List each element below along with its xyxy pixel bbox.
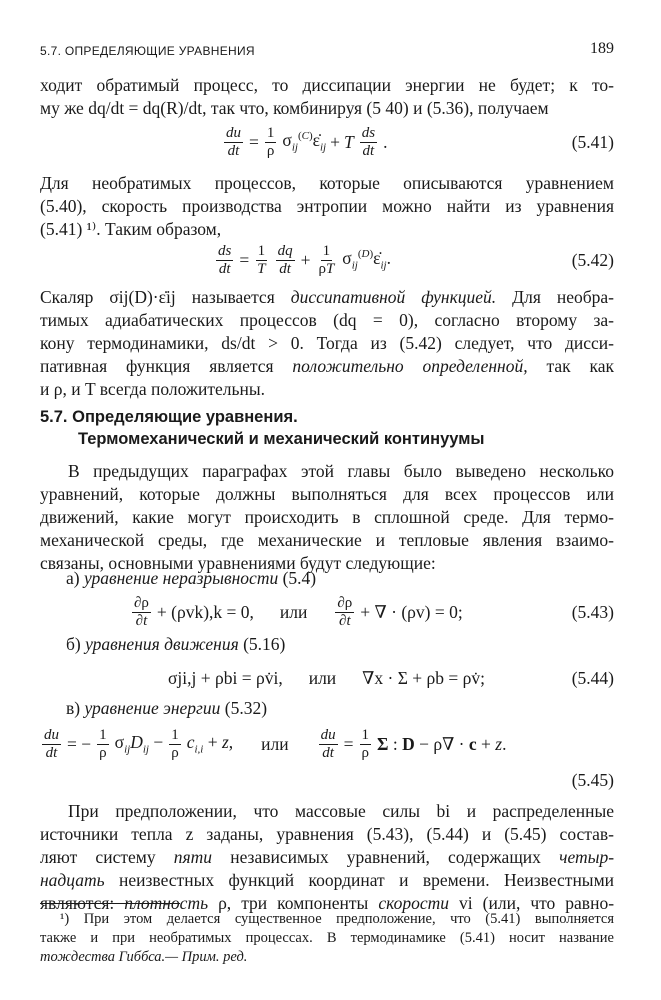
section-title-2: Термомеханический и механический континуумы [78, 430, 485, 448]
paragraph-5-text: ляют систему [40, 847, 156, 867]
paragraph-4-line-3: движений, какие могут происходить в сплошной среде. Для термо- [40, 507, 614, 527]
item-a-label: а) [66, 568, 80, 588]
paragraph-3-text: Для необра- [512, 287, 615, 307]
paragraph-1 [40, 74, 614, 120]
equation-5-43-or: или [279, 601, 308, 622]
equation-5-44-or: или [308, 667, 337, 688]
equation-number-5-43: (5.43) [571, 602, 614, 622]
paragraph-5 [40, 800, 614, 915]
footnote-line-3 [40, 948, 614, 967]
paragraph-3-text: пативная функция является [40, 356, 274, 376]
paragraph-5-text: ρ, три компоненты [218, 893, 369, 913]
equation-number-5-45: (5.45) [571, 770, 614, 790]
footnote-line-1: ¹) При этом делается существенное предположение, что (5.41) выполняется [60, 911, 614, 927]
paragraph-1-line-2: му же dq/dt = dq(R)/dt, так что, комбинируя (5 40) и (5.36), получаем [40, 98, 549, 118]
equation-5-43 [40, 590, 614, 634]
page-number: 189 [590, 40, 614, 57]
paragraph-4-line-4: механической среды, где механические и тепловые явления взаимо- [40, 530, 614, 550]
paragraph-2 [40, 172, 614, 241]
paragraph-5-line-1: При предположении, что массовые силы bi и распределенные [68, 801, 614, 821]
equation-5-43-mid: + (ρvk),k = 0, [156, 601, 254, 622]
equation-5-41 [40, 120, 614, 164]
paragraph-3-line-3: кону термодинамики, ds/dt > 0. Тогда из (5.42) следует, что дисси- [40, 333, 614, 353]
equation-5-44-body [168, 656, 485, 700]
paragraph-3-line-5: и ρ, и T всегда положительны. [40, 379, 265, 399]
section-heading-line-1 [40, 406, 614, 428]
paragraph-5-line-2: источники тепла z заданы, уравнения (5.43), (5.44) и (5.45) состав- [40, 824, 614, 844]
paragraph-5-line-4 [40, 869, 614, 892]
item-c-text: уравнение энергии [84, 698, 221, 718]
equation-5-45 [40, 722, 614, 766]
equation-number-5-44: (5.44) [571, 668, 614, 688]
section-title-1: Определяющие уравнения. [72, 408, 298, 426]
paragraph-5-line-3 [40, 846, 614, 869]
item-a [66, 568, 316, 589]
term-fourteen-b: надцать [40, 870, 105, 890]
term-velocity: скорости [378, 893, 450, 913]
paragraph-3-line-1 [40, 286, 614, 309]
term-density: плотность [124, 893, 209, 913]
paragraph-4-line-1: В предыдущих параграфах этой главы было выведено несколько [68, 461, 614, 481]
paragraph-3-line-4 [40, 355, 614, 378]
item-a-text: уравнение неразрывности [83, 568, 279, 588]
term-five: пяти [173, 847, 213, 867]
equation-5-45-body: $\frac{du}{dt}$ = − $\frac{1}{\rho}$ $\sigma_{ij}D_{ij}$ − $\frac{1}{\rho}$ $c_{i,i} + z$, или $\frac{du}{dt}$ = $\frac{1}{\rho}$ Σ : D − ρ∇ · c + z. [44, 726, 507, 761]
item-b-label: б) [66, 634, 81, 654]
section-heading [40, 406, 614, 450]
paragraph-3-line-2: тимых адиабатических процессов (dq = 0), согласно второму за- [40, 310, 614, 330]
item-c-ref: (5.32) [224, 698, 268, 718]
paragraph-2-line-1: Для необратимых процессов, которые описываются уравнением [40, 173, 614, 193]
equation-number-5-41: (5.41) [571, 132, 614, 152]
equation-5-42-body: $\frac{ds}{dt}$ = $\frac{1}{T}$ $\frac{dq}{dt}$ + $\frac{1}{\rho T}$ $\sigma_{ij}^{(D)}\varepsiloṅ_{ij}$. [218, 242, 391, 277]
term-dissipative-function: диссипативной функцией. [290, 287, 497, 307]
item-c-label: в) [66, 698, 81, 718]
item-b-text: уравнения движения [85, 634, 239, 654]
equation-5-42 [40, 238, 614, 282]
paragraph-3 [40, 286, 614, 401]
footnote-rule [40, 903, 180, 904]
equation-5-44-left: σji,j + ρbi = ρv̇i, [168, 667, 283, 688]
paragraph-2-line-3: (5.41) ¹⁾. Таким образом, [40, 219, 222, 239]
footnote [40, 910, 614, 967]
item-a-ref: (5.4) [282, 568, 317, 588]
paragraph-4 [40, 460, 614, 575]
paragraph-5-text: независимых уравнений, содержащих [230, 847, 541, 867]
running-header [40, 40, 614, 60]
equation-5-43-right: + ∇ · (ρv) = 0; [360, 601, 463, 622]
running-title: 5.7. ОПРЕДЕЛЯЮЩИЕ УРАВНЕНИЯ [40, 44, 255, 58]
paragraph-3-text: Скаляр σij(D)·ε̇ij называется [40, 287, 275, 307]
paragraph-4-line-2: уравнений, которые должны выполняться для всех процессов или [40, 484, 614, 504]
footnote-gibbs: тождества Гиббса.— Прим. ред. [40, 949, 248, 965]
paragraph-1-line-1: ходит обратимый процесс, то диссипации энергии не будет; к то- [40, 75, 614, 95]
paragraph-5-text: vi (или, что равно- [459, 893, 615, 913]
paragraph-2-line-2: (5.40), скорость производства энтропии можно найти из уравнения [40, 196, 614, 216]
item-c [66, 698, 267, 719]
equation-5-44 [40, 656, 614, 700]
section-number: 5.7. [40, 408, 68, 426]
equation-5-45-or: или [261, 733, 289, 754]
paragraph-3-text: так как [546, 356, 615, 376]
equation-5-43-body: $\frac{\partial\rho}{\partial t}$ + (ρvk),k = 0, или $\frac{\partial\rho}{\partial t}$ + ∇ · (ρv) = 0; [134, 594, 463, 629]
item-b-ref: (5.16) [243, 634, 286, 654]
paragraph-4-line-5: связаны, основными уравнениями будут следующие: [40, 553, 436, 573]
paragraph-5-text: являются: [40, 893, 115, 913]
term-positive-definite: положительно определенной, [292, 356, 528, 376]
term-fourteen-a: четыр- [559, 847, 615, 867]
equation-number-5-42: (5.42) [571, 250, 614, 270]
equation-5-44-right: ∇x · Σ + ρb = ρv̇; [362, 667, 485, 688]
equation-5-41-body: $\frac{du}{dt}$ = $\frac{1}{\rho}$ $\sigma_{ij}^{(C)}\varepsiloṅ_{ij}$ + T $\frac{ds}{dt}$ . [226, 124, 388, 159]
paragraph-5-text: неизвестных функций координат и времени. Неизвестными [119, 870, 615, 890]
footnote-line-2: также и при необратимых процессах. В термодинамике (5.41) носит название [40, 930, 614, 946]
item-b [66, 634, 285, 655]
